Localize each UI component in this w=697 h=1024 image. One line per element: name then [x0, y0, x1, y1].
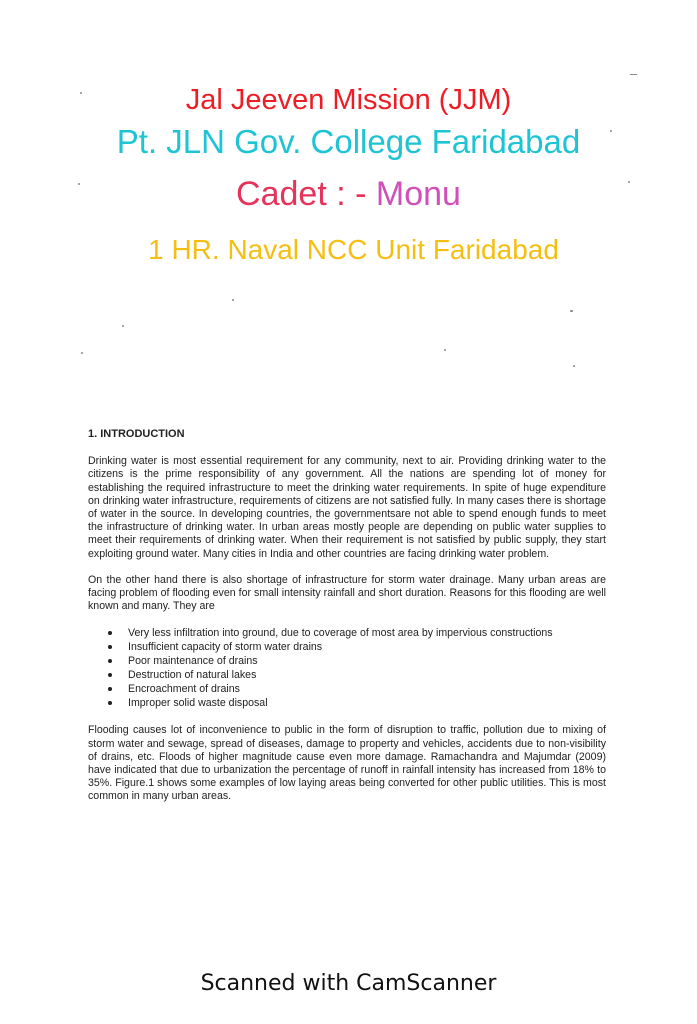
mission-title: Jal Jeeven Mission (JJM): [185, 84, 512, 116]
scan-speck: [232, 299, 234, 301]
bullet-icon: [108, 659, 112, 663]
paragraph: Drinking water is most essential requirement for any community, next to air. Providing drinking water to the citizens is the prime responsibility of any government. All the nations are spending lot of money for establishing the required infrastructure to meet the drinking water requirements. In spite of huge expenditure on drinking water infrastructure, requirements of citizens are not satisfied fully. In many cases there is shortage of water in the source. In developing countries, the governmentsare not able to spend enough funds to meet the infrastructure of drinking water. In urban areas mostly people are depending on public water supplies to meet their requirements of drinking water. When their requirement is not satisfied by public supply, they start exploiting ground water. Many cities in India and other countries are facing drinking water problem.: [88, 455, 606, 560]
scanner-watermark: Scanned with CamScanner: [200, 971, 497, 996]
list-item: [88, 640, 606, 654]
section-heading: 1. INTRODUCTION: [88, 428, 185, 440]
list-item: [88, 654, 606, 668]
unit-name: 1 HR. Naval NCC Unit Faridabad: [148, 234, 559, 265]
scan-speck: [80, 92, 82, 94]
list-item-text: Improper solid waste disposal: [128, 697, 268, 710]
paragraph: Flooding causes lot of inconvenience to public in the form of disruption to traffic, pollution due to mixing of storm water and sewage, spread of diseases, damage to property and vehicles, accidents due to non-visibility of drains, etc. Floods of higher magnitude cause even more damage. Ramachandra and Majumdar (2009) have indicated that due to urbanization the percentage of runoff in rainfall intensity has increased from 18% to 35%. Figure.1 shows some examples of low laying areas being converted for other public utilities. This is most common in many urban areas.: [88, 724, 606, 803]
document-body: [88, 428, 606, 817]
scan-speck: [630, 74, 637, 75]
scan-speck: [573, 365, 575, 367]
list-item-text: Poor maintenance of drains: [128, 655, 258, 668]
bullet-icon: [108, 631, 112, 635]
list-item: [88, 682, 606, 696]
bullet-icon: [108, 687, 112, 691]
reasons-list: [88, 626, 606, 710]
scan-speck: [78, 183, 80, 185]
scan-speck: [628, 181, 630, 183]
scan-speck: [81, 352, 83, 354]
list-item: [88, 668, 606, 682]
list-item-text: Insufficient capacity of storm water drains: [128, 641, 323, 654]
scan-speck: [122, 325, 124, 327]
cadet-name: Monu: [375, 175, 461, 213]
bullet-icon: [108, 673, 112, 677]
paragraph: On the other hand there is also shortage of infrastructure for storm water drainage. Many urban areas are facing problem of flooding even for small intensity rainfall and short duration. Reasons for this flooding are well known and many. They are: [88, 573, 606, 613]
scan-speck: [444, 349, 446, 351]
list-item: [88, 626, 606, 640]
bullet-icon: [108, 701, 112, 705]
list-item-text: Very less infiltration into ground, due to coverage of most area by impervious constructions: [128, 627, 553, 640]
list-item-text: Destruction of natural lakes: [128, 669, 257, 682]
list-item: [88, 696, 606, 710]
bullet-icon: [108, 645, 112, 649]
scan-speck: [570, 310, 573, 312]
cadet-line: [0, 177, 697, 211]
list-item-text: Encroachment of drains: [128, 683, 240, 696]
scan-speck: [610, 130, 612, 132]
college-name: Pt. JLN Gov. College Faridabad: [116, 123, 581, 160]
cadet-label: Cadet : -: [236, 175, 367, 213]
